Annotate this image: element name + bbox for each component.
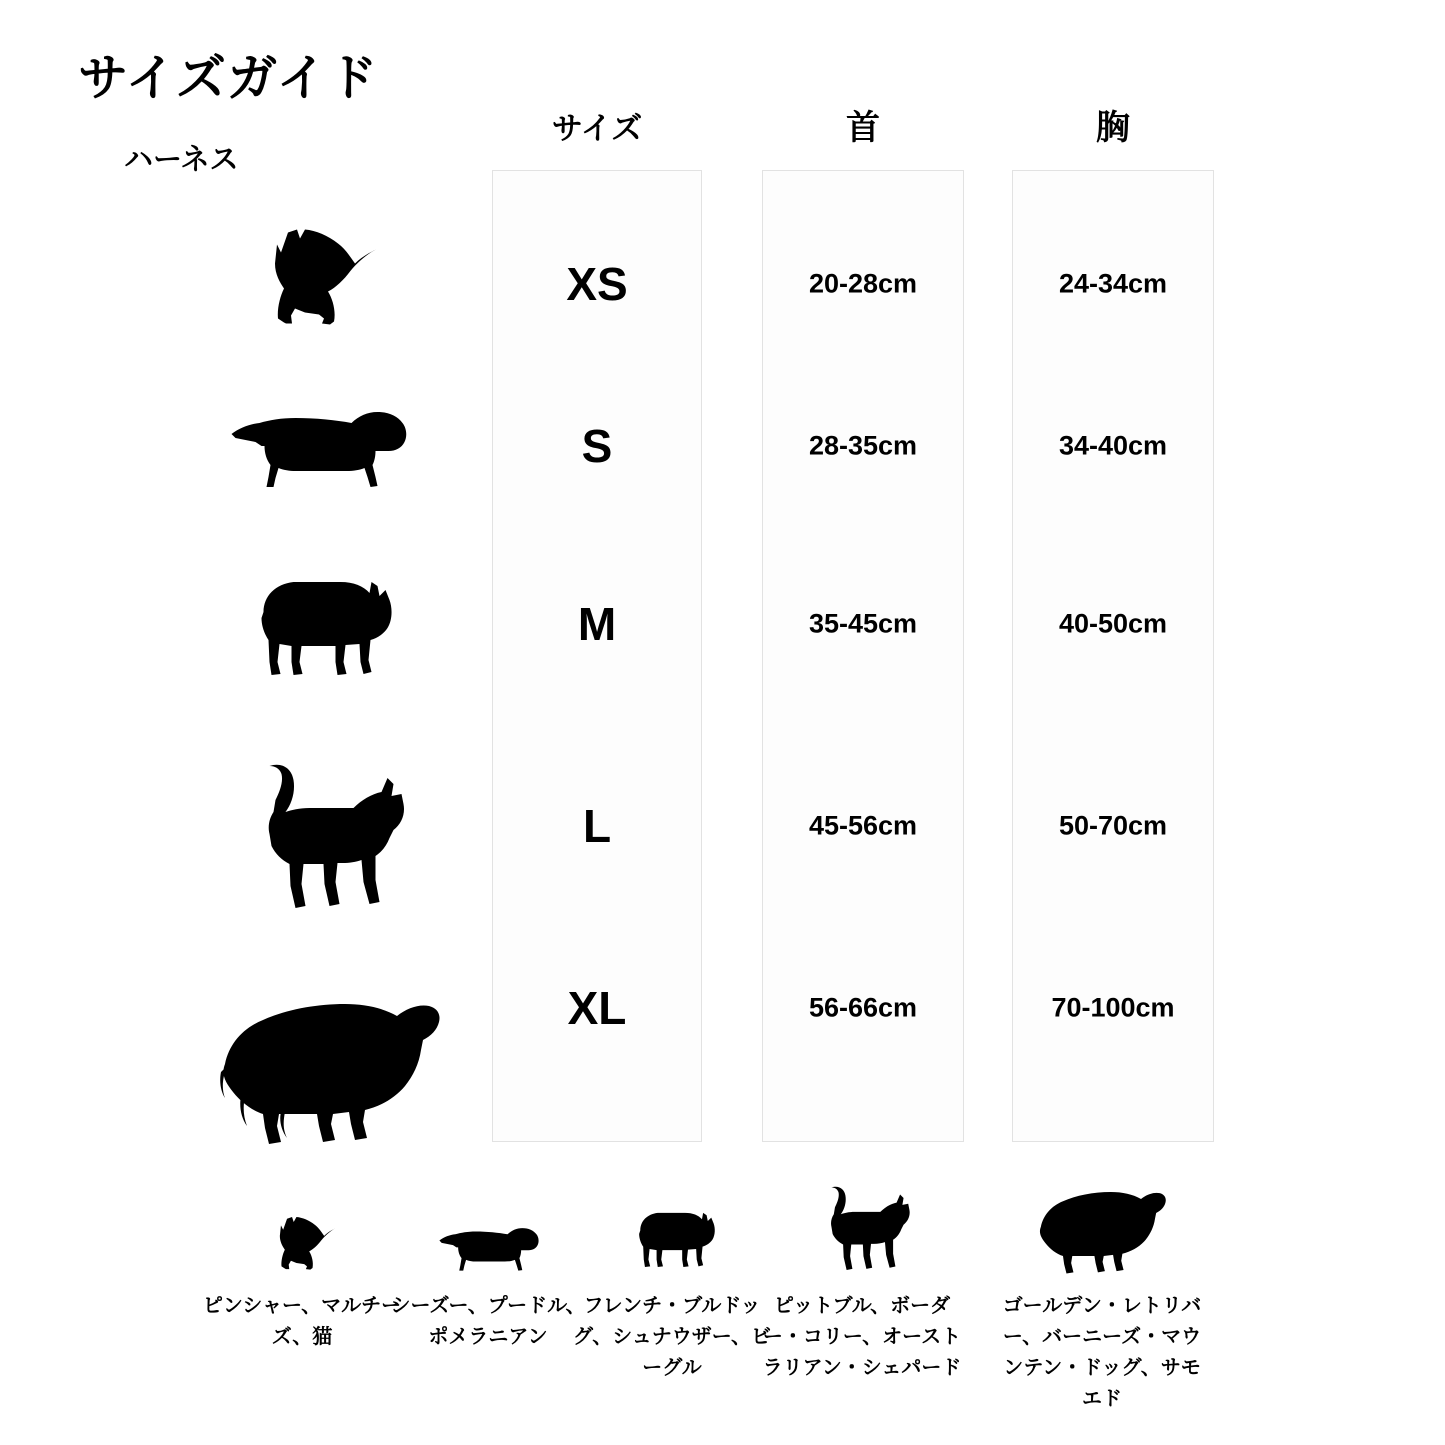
breed-label: ピットブル、ボーダー・コリー、オーストラリアン・シェパード — [762, 1295, 962, 1379]
silhouette-dachshund-icon — [388, 1185, 588, 1277]
neck-value: 56-66cm — [808, 992, 918, 1023]
silhouette-golden-retriever-icon — [1002, 1185, 1202, 1277]
size-value: L — [582, 800, 612, 852]
breed-label: シーズー、プードル、ポメラニアン — [390, 1295, 586, 1348]
column-header-chest: 胸 — [1096, 109, 1130, 147]
breed-cell — [388, 1185, 588, 1353]
breed-cell — [572, 1185, 772, 1384]
silhouette-dachshund-icon — [226, 398, 411, 498]
silhouette-golden-retriever-icon — [215, 980, 445, 1150]
size-value: M — [577, 598, 617, 650]
silhouette-chihuahua-sitting-icon — [202, 1185, 402, 1277]
breed-cell — [202, 1185, 402, 1353]
product-type-label: ハーネス — [124, 144, 239, 176]
column-header-size: サイズ — [551, 111, 643, 146]
chest-value: 24-34cm — [1058, 268, 1168, 299]
column-header-neck: 首 — [846, 109, 880, 147]
neck-value: 20-28cm — [808, 268, 918, 299]
neck-value: 28-35cm — [808, 430, 918, 461]
chest-value: 50-70cm — [1058, 810, 1168, 841]
silhouette-border-collie-icon — [230, 760, 415, 920]
silhouette-border-collie-icon — [762, 1185, 962, 1277]
breed-cell — [1002, 1185, 1202, 1415]
breed-cell — [762, 1185, 962, 1384]
silhouette-french-bulldog-icon — [572, 1185, 772, 1277]
size-value: XS — [566, 258, 628, 310]
chest-value: 40-50cm — [1058, 608, 1168, 639]
page-title: サイズガイド — [78, 50, 379, 106]
breed-label: ピンシャー、マルチーズ、猫 — [202, 1295, 402, 1348]
breed-label: ゴールデン・レトリバー、バーニーズ・マウンテン・ドッグ、サモエド — [1002, 1295, 1202, 1410]
size-value: S — [581, 420, 613, 472]
chest-value: 34-40cm — [1058, 430, 1168, 461]
silhouette-chihuahua-sitting-icon — [250, 223, 380, 338]
neck-value: 45-56cm — [808, 810, 918, 841]
chest-value: 70-100cm — [1051, 992, 1175, 1023]
breed-label: フレンチ・ブルドッグ、シュナウザー、ビーグル — [573, 1295, 771, 1379]
silhouette-french-bulldog-icon — [236, 572, 401, 692]
size-value: XL — [567, 982, 627, 1034]
neck-value: 35-45cm — [808, 608, 918, 639]
